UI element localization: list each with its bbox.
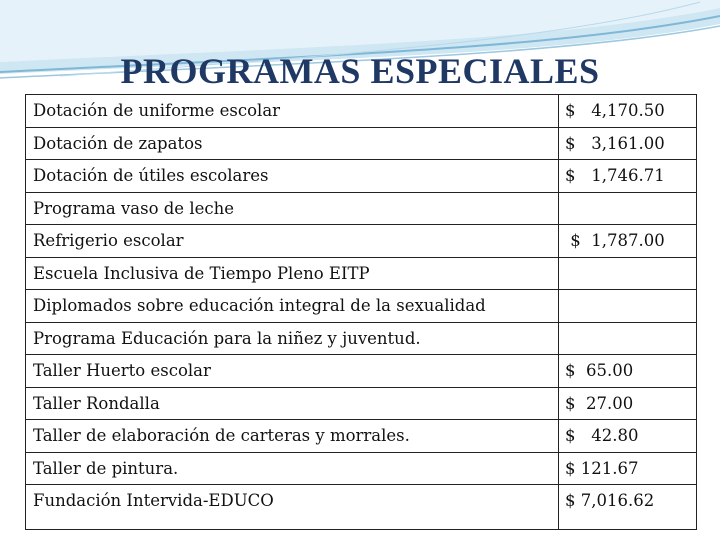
program-name-cell: Taller Rondalla [26,387,559,420]
table-row [26,95,697,128]
table-row [26,290,697,323]
program-amount-cell: $ 1,746.71 [559,160,697,193]
programs-table [25,94,697,530]
program-amount-cell: $ 3,161.00 [559,127,697,160]
table-row [26,257,697,290]
table-row [26,387,697,420]
program-amount-cell [559,290,697,323]
program-name-cell: Taller Huerto escolar [26,355,559,388]
program-amount-cell: $ 7,016.62 [559,485,697,530]
program-name-cell: Taller de elaboración de carteras y morrales. [26,420,559,453]
program-name-cell: Fundación Intervida-EDUCO [26,485,559,530]
program-amount-cell [559,322,697,355]
program-name-cell: Programa Educación para la niñez y juventud. [26,322,559,355]
program-amount-cell [559,257,697,290]
program-amount-cell: $ 42.80 [559,420,697,453]
program-amount-cell: $ 65.00 [559,355,697,388]
program-amount-cell [559,192,697,225]
program-name-cell: Dotación de zapatos [26,127,559,160]
program-amount-cell: $ 27.00 [559,387,697,420]
table-row [26,322,697,355]
table-row [26,160,697,193]
page-title: PROGRAMAS ESPECIALES [120,51,600,91]
table-row [26,485,697,530]
table-row [26,355,697,388]
program-name-cell: Programa vaso de leche [26,192,559,225]
program-name-cell: Refrigerio escolar [26,225,559,258]
program-name-cell: Dotación de útiles escolares [26,160,559,193]
table-row [26,127,697,160]
program-name-cell: Dotación de uniforme escolar [26,95,559,128]
table-row [26,452,697,485]
program-name-cell: Taller de pintura. [26,452,559,485]
program-name-cell: Diplomados sobre educación integral de la sexualidad [26,290,559,323]
table-row [26,192,697,225]
program-amount-cell: $ 1,787.00 [559,225,697,258]
table-row [26,420,697,453]
table-row [26,225,697,258]
program-amount-cell: $ 4,170.50 [559,95,697,128]
program-name-cell: Escuela Inclusiva de Tiempo Pleno EITP [26,257,559,290]
program-amount-cell: $ 121.67 [559,452,697,485]
